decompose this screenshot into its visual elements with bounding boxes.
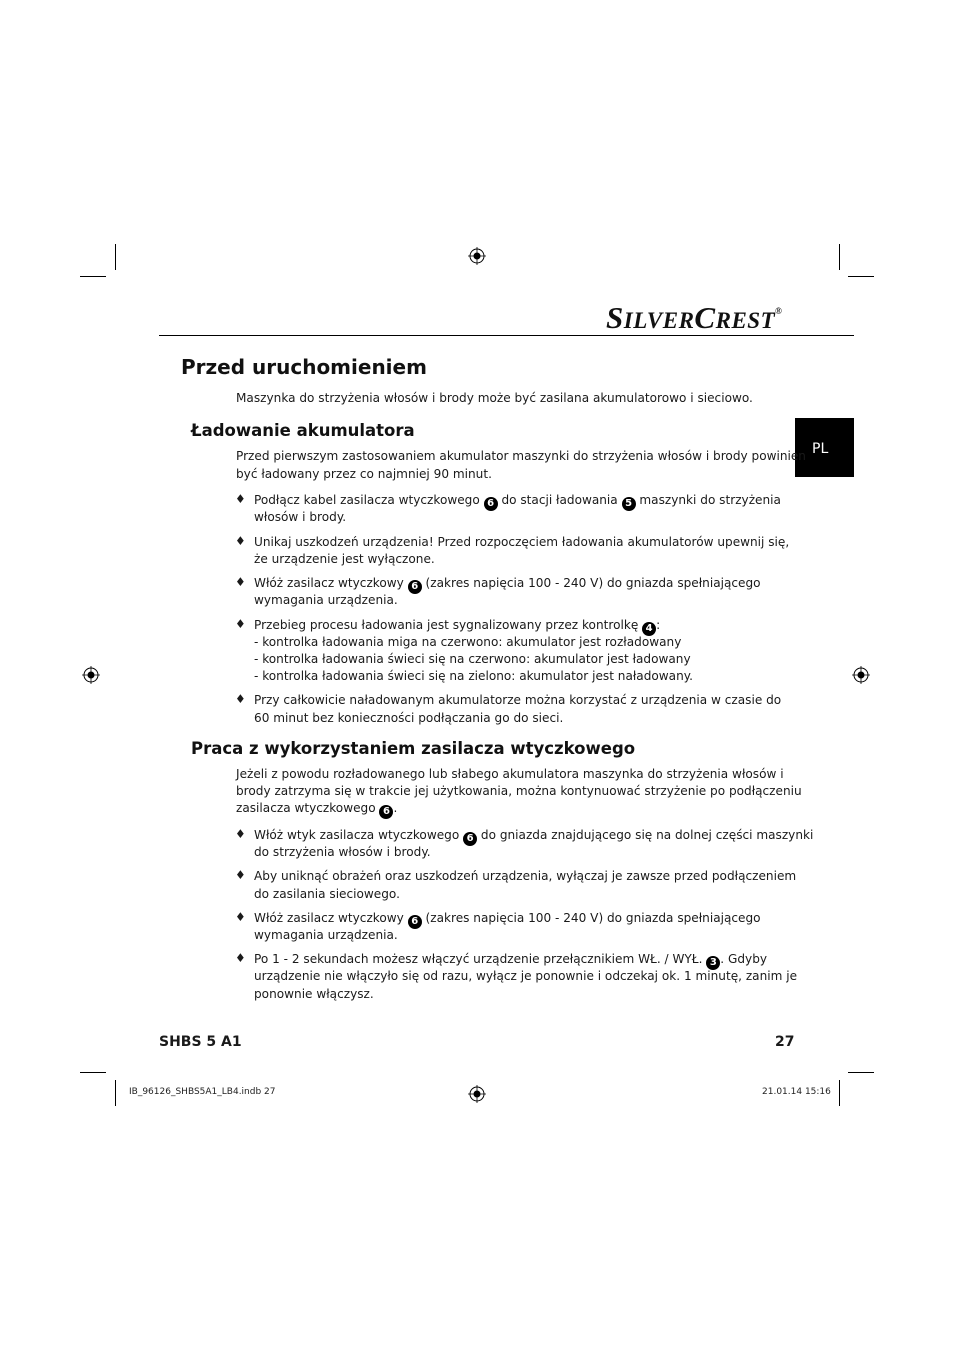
page-title: Przed uruchomieniem bbox=[181, 355, 427, 379]
language-tab: PL bbox=[795, 418, 854, 477]
paragraph-line: być ładowany przez co najmniej 90 minut. bbox=[236, 467, 492, 481]
slug-datetime: 21.01.14 15:16 bbox=[762, 1087, 831, 1097]
slug-filename: IB_96126_SHBS5A1_LB4.indb 27 bbox=[129, 1087, 276, 1097]
bullet-icon: ♦ bbox=[235, 868, 246, 882]
bullet-icon: ♦ bbox=[235, 575, 246, 589]
bullet-text: Unikaj uszkodzeń urządzenia! Przed rozpoczęciem ładowania akumulatorów upewnij się, bbox=[254, 535, 790, 549]
intro-text: Maszynka do strzyżenia włosów i brody może być zasilana akumulatorowo i sieciowo. bbox=[236, 391, 753, 405]
bullet-subitem: - kontrolka ładowania miga na czerwono: akumulator jest rozładowany bbox=[254, 635, 682, 649]
bullet-text: 60 minut bez konieczności podłączania go do sieci. bbox=[254, 711, 564, 725]
part-number-badge: 6 bbox=[408, 915, 422, 929]
bullet-text: ponownie włączysz. bbox=[254, 987, 374, 1001]
bullet-text: Włóż wtyk zasilacza wtyczkowego 6 do gniazda znajdującego się na dolnej części maszynki bbox=[254, 828, 814, 844]
bullet-text: urządzenie nie włączyło się od razu, wyłącz je ponownie i odczekaj ok. 1 minutę, zanim je bbox=[254, 969, 798, 983]
crop-mark bbox=[80, 1072, 106, 1073]
crop-mark bbox=[80, 276, 106, 277]
brand-logo: SILVERCREST® bbox=[606, 300, 783, 335]
bullet-text: Włóż zasilacz wtyczkowy 6 (zakres napięcia 100 - 240 V) do gniazda spełniającego bbox=[254, 576, 761, 592]
registration-mark-icon bbox=[468, 1085, 486, 1103]
part-number-badge: 6 bbox=[463, 832, 477, 846]
bullet-icon: ♦ bbox=[235, 492, 246, 506]
registration-mark-icon bbox=[468, 247, 486, 265]
bullet-icon: ♦ bbox=[235, 534, 246, 548]
section-heading-charging: Ładowanie akumulatora bbox=[191, 421, 415, 440]
bullet-text: Przebieg procesu ładowania jest sygnalizowany przez kontrolkę 4 : bbox=[254, 618, 661, 634]
bullet-text: Włóż zasilacz wtyczkowy 6 (zakres napięcia 100 - 240 V) do gniazda spełniającego bbox=[254, 911, 761, 927]
bullet-text: Przy całkowicie naładowanym akumulatorze można korzystać z urządzenia w czasie do bbox=[254, 693, 782, 707]
part-number-badge: 6 bbox=[408, 580, 422, 594]
crop-mark bbox=[115, 244, 116, 270]
bullet-icon: ♦ bbox=[235, 827, 246, 841]
bullet-text: Podłącz kabel zasilacza wtyczkowego 6 do stacji ładowania 5 maszynki do strzyżenia bbox=[254, 493, 781, 509]
crop-mark bbox=[839, 1080, 840, 1106]
bullet-icon: ♦ bbox=[235, 692, 246, 706]
bullet-icon: ♦ bbox=[235, 951, 246, 965]
bullet-icon: ♦ bbox=[235, 617, 246, 631]
header-rule bbox=[159, 335, 854, 336]
paragraph-line: zasilacza wtyczkowego 6 . bbox=[236, 801, 398, 817]
bullet-text: wymagania urządzenia. bbox=[254, 928, 398, 942]
part-number-badge: 4 bbox=[642, 622, 656, 636]
bullet-text: Po 1 - 2 sekundach możesz włączyć urządzenie przełącznikiem WŁ. / WYŁ. 3 . Gdyby bbox=[254, 952, 768, 968]
bullet-text: do zasilania sieciowego. bbox=[254, 887, 400, 901]
crop-mark bbox=[839, 244, 840, 270]
paragraph-line: Jeżeli z powodu rozładowanego lub słabego akumulatora maszynka do strzyżenia włosów i bbox=[236, 767, 784, 781]
bullet-text: włosów i brody. bbox=[254, 510, 347, 524]
crop-mark bbox=[848, 1072, 874, 1073]
crop-mark bbox=[848, 276, 874, 277]
paragraph-line: brody zatrzyma się w trakcie jej użytkowania, można kontynuować strzyżenie po podłączeniu bbox=[236, 784, 802, 798]
part-number-badge: 6 bbox=[484, 497, 498, 511]
part-number-badge: 3 bbox=[706, 956, 720, 970]
part-number-badge: 6 bbox=[379, 805, 393, 819]
bullet-subitem: - kontrolka ładowania świeci się na czerwono: akumulator jest ładowany bbox=[254, 652, 691, 666]
registration-mark-icon bbox=[82, 666, 100, 684]
bullet-text: że urządzenie jest wyłączone. bbox=[254, 552, 435, 566]
bullet-subitem: - kontrolka ładowania świeci się na zielono: akumulator jest naładowany. bbox=[254, 669, 694, 683]
bullet-icon: ♦ bbox=[235, 910, 246, 924]
bullet-text: do strzyżenia włosów i brody. bbox=[254, 845, 431, 859]
footer-model: SHBS 5 A1 bbox=[159, 1034, 242, 1050]
page-number: 27 bbox=[775, 1034, 795, 1050]
part-number-badge: 5 bbox=[622, 497, 636, 511]
bullet-text: wymagania urządzenia. bbox=[254, 593, 398, 607]
bullet-text: Aby uniknąć obrażeń oraz uszkodzeń urządzenia, wyłączaj je zawsze przed podłączeniem bbox=[254, 869, 797, 883]
section-heading-power-adapter: Praca z wykorzystaniem zasilacza wtyczkowego bbox=[191, 739, 636, 758]
registration-mark-icon bbox=[852, 666, 870, 684]
paragraph-line: Przed pierwszym zastosowaniem akumulator maszynki do strzyżenia włosów i brody powinien bbox=[236, 449, 806, 463]
crop-mark bbox=[115, 1080, 116, 1106]
